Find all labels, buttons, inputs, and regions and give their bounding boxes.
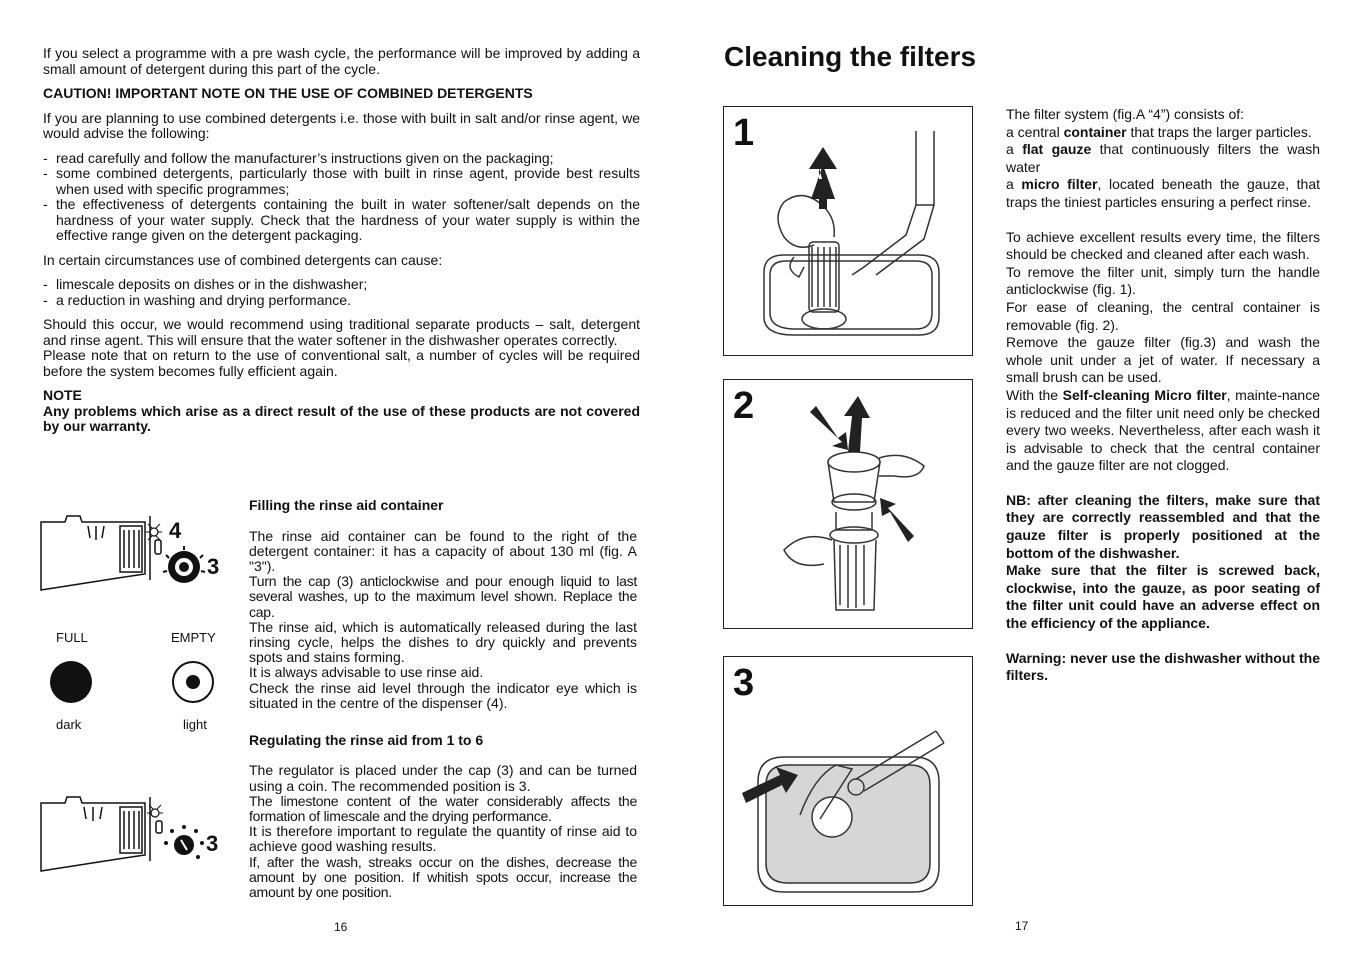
filter-text-column <box>1006 106 1320 685</box>
filling-p3: The rinse aid, which is automatically released during the last rinsing cycle, helps the dishes to dry quickly and prevents spots and stains forming. <box>249 618 637 666</box>
filling-p4: It is always advisable to use rinse aid. <box>249 664 484 681</box>
list-item: - some combined detergents, particularly those with built in rinse agent, provide best results when used with specific programmes; <box>43 166 640 197</box>
page-number-right: 17 <box>1015 919 1029 933</box>
label-dispenser-4: 4 <box>169 518 182 543</box>
note-heading: NOTE <box>43 387 82 403</box>
list-item: - a reduction in washing and drying performance. <box>43 293 640 309</box>
component-container: a central container that traps the larger particles. <box>1006 123 1312 140</box>
regulating-p4: If, after the wash, streaks occur on the dishes, decrease the amount by one position. If whitish spots occur, increase the amount by one position. <box>249 853 637 901</box>
note-text: Any problems which arise as a direct result of the use of these products are not covered by our warranty. <box>43 402 640 434</box>
advice-list <box>43 151 640 244</box>
label-cap-3: 3 <box>207 554 220 579</box>
label-regulator-3: 3 <box>206 831 219 856</box>
self-cleaning-paragraph: With the Self-cleaning Micro filter, mainte-nance is reduced and the filter unit need only be checked every two weeks. Nevertheless, after each wash it is advisable to check that the central container and the gauze filter are not clogged. <box>1006 386 1321 474</box>
recommend-paragraph: Should this occur, we would recommend using traditional separate products – salt, detergent and rinse agent. This will ensure that the water softener in the dishwasher operates correctly. <box>43 316 640 348</box>
label-dark: dark <box>56 717 82 732</box>
nb-paragraph: NB: after cleaning the filters, make sure that they are correctly reassembled and that the gauze filter is properly positioned at the bottom of the dishwasher. <box>1006 491 1320 561</box>
filling-p5: Check the rinse aid level through the indicator eye which is situated in the centre of the dispenser (4). <box>249 679 637 711</box>
regulating-p1: The regulator is placed under the cap (3) and can be turned using a coin. The recommended position is 3. <box>249 762 637 794</box>
return-paragraph: Please note that on return to the use of conventional salt, a number of cycles will be required before the system becomes fully efficient again. <box>43 347 640 379</box>
list-item: - read carefully and follow the manufacturer’s instructions given on the packaging; <box>43 151 640 167</box>
filling-heading: Filling the rinse aid container <box>249 497 444 513</box>
regulating-p3: It is therefore important to regulate the quantity of rinse aid to achieve good washing results. <box>249 823 637 855</box>
problems-list <box>43 277 640 308</box>
dispenser-diagram-top <box>38 512 230 594</box>
figure-1 <box>723 106 973 356</box>
system-intro: The filter system (fig.A “4”) consists of: <box>1006 106 1245 122</box>
list-item: - the effectiveness of detergents containing the built in water softener/salt depends on the hardness of your water supply. Check that the hardness of your water supply is within the effective range given on the detergent packaging. <box>43 197 640 244</box>
figure-number-3: 3 <box>733 662 755 704</box>
page-number-left: 16 <box>334 920 348 934</box>
label-full: FULL <box>56 630 88 645</box>
left-page <box>43 46 640 435</box>
component-flat-gauze: a flat gauze that continuously filters the wash water <box>1006 141 1320 175</box>
label-empty: EMPTY <box>171 630 216 645</box>
term-flat-gauze: flat gauze <box>1022 141 1092 158</box>
regulating-p2: The limestone content of the water considerably affects the formation of limescale and the drying performance. <box>249 792 637 825</box>
gauze-paragraph: Remove the gauze filter (fig.3) and wash the whole unit under a jet of water. If necessary a small brush can be used. <box>1006 334 1320 386</box>
remove-paragraph: To remove the filter unit, simply turn the handle anticlockwise (fig. 1). <box>1006 263 1320 298</box>
warning-paragraph: Warning: never use the dishwasher without the filters. <box>1006 649 1320 684</box>
filling-p1: The rinse aid container can be found to the right of the detergent container: it has a capacity of about 130 ml (fig. A "3"). <box>249 527 637 574</box>
rinse-aid-column <box>249 498 637 900</box>
regulating-heading: Regulating the rinse aid from 1 to 6 <box>249 731 484 748</box>
ease-paragraph: For ease of cleaning, the central container is removable (fig. 2). <box>1006 298 1320 333</box>
term-micro-filter: micro filter <box>1021 176 1098 193</box>
figure-2 <box>723 379 973 629</box>
list-item: - limescale deposits on dishes or in the dishwasher; <box>43 277 640 293</box>
indicator-full-dark <box>50 661 92 703</box>
component-micro-filter: a micro filter, located beneath the gauze, that traps the tiniest particles ensuring a perfect rinse. <box>1006 176 1321 210</box>
caution-heading: CAUTION! IMPORTANT NOTE ON THE USE OF COMBINED DETERGENTS <box>43 85 533 101</box>
label-light: light <box>183 717 207 732</box>
circumstances-intro: In certain circumstances use of combined detergents can cause: <box>43 251 443 268</box>
figure-3 <box>723 656 973 906</box>
make-sure-paragraph: Make sure that the filter is screwed back, clockwise, into the gauze, as poor seating of the filter unit could have an adverse effect on the efficiency of the appliance. <box>1006 562 1320 632</box>
indicator-eye-legend <box>45 628 235 738</box>
term-container: container <box>1063 123 1127 140</box>
indicator-empty-light <box>172 661 214 703</box>
page-title: Cleaning the filters <box>724 41 977 72</box>
combined-intro: If you are planning to use combined detergents i.e. those with built in salt and/or rinse agent, we would advise the following: <box>43 109 640 141</box>
term-self-cleaning: Self-cleaning Micro filter <box>1062 386 1227 403</box>
dispenser-diagram-bottom <box>38 795 230 875</box>
intro-paragraph: If you select a programme with a pre wash cycle, the performance will be improved by adding a small amount of detergent during this part of the cycle. <box>43 45 640 77</box>
figure-number-1: 1 <box>733 112 755 154</box>
figure-number-2: 2 <box>733 385 755 427</box>
results-paragraph: To achieve excellent results every time, the filters should be checked and cleaned after each wash. <box>1006 228 1320 263</box>
filling-p2: Turn the cap (3) anticlockwise and pour enough liquid to last several washes, up to the maximum level shown. Replace the cap. <box>249 573 637 620</box>
